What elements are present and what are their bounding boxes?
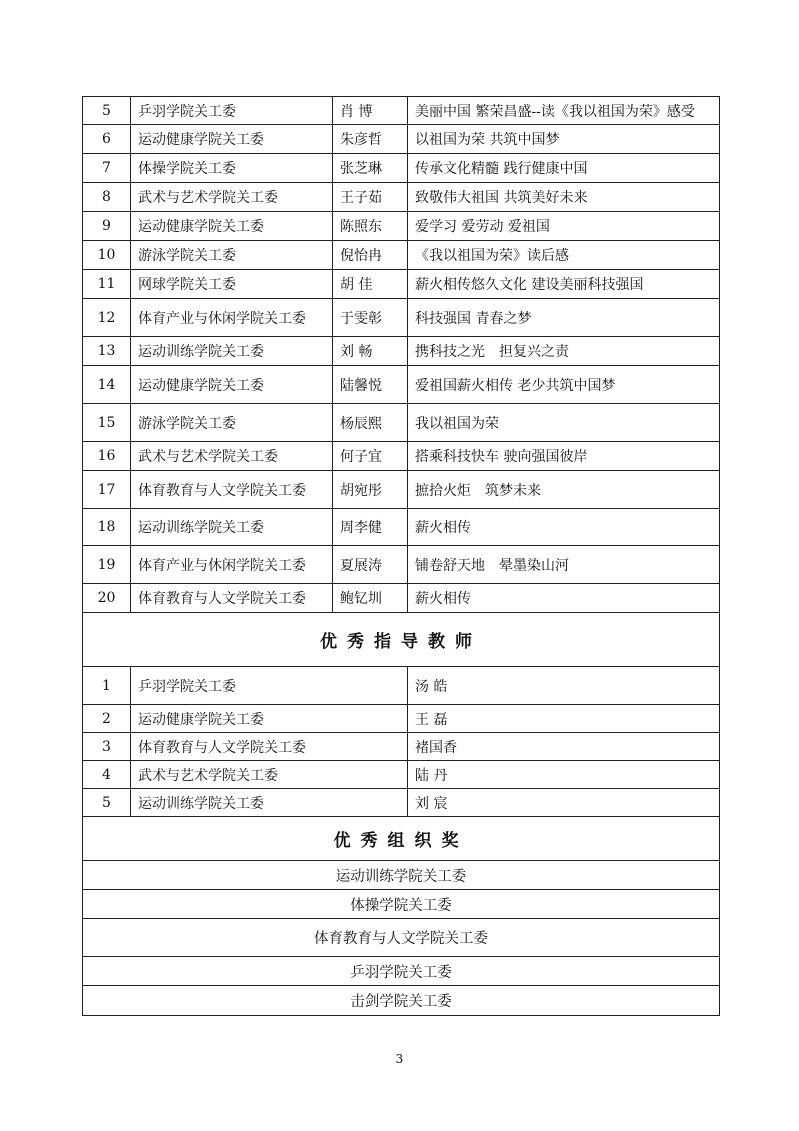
row-number: 13: [83, 337, 131, 366]
table-row: [83, 705, 720, 733]
unit-name: 运动健康学院关工委: [131, 125, 333, 154]
student-name: 张芝琳: [333, 154, 408, 183]
row-number: 4: [83, 761, 131, 789]
awards-table: [82, 96, 720, 1016]
table-row: [83, 471, 720, 509]
row-number: 10: [83, 241, 131, 270]
work-title: 铺卷舒天地 晕墨染山河: [408, 546, 720, 584]
table-row: [83, 212, 720, 241]
work-title: 致敬伟大祖国 共筑美好未来: [408, 183, 720, 212]
work-title: 爱祖国薪火相传 老少共筑中国梦: [408, 366, 720, 404]
teacher-name: 汤 皓: [408, 667, 720, 705]
table-row: [83, 546, 720, 584]
unit-name: 游泳学院关工委: [131, 404, 333, 442]
student-name: 倪怡冉: [333, 241, 408, 270]
unit-name: 武术与艺术学院关工委: [131, 442, 333, 471]
row-number: 19: [83, 546, 131, 584]
org-rows: [83, 861, 720, 1016]
row-number: 2: [83, 705, 131, 733]
student-name: 刘 畅: [333, 337, 408, 366]
work-title: 爱学习 爱劳动 爱祖国: [408, 212, 720, 241]
work-title: 薪火相传: [408, 584, 720, 613]
row-number: 5: [83, 789, 131, 817]
teacher-section: [83, 613, 720, 667]
unit-name: 体育教育与人文学院关工委: [131, 584, 333, 613]
table-row: [83, 733, 720, 761]
unit-name: 体操学院关工委: [131, 154, 333, 183]
student-name: 何子宜: [333, 442, 408, 471]
work-title: 美丽中国 繁荣昌盛--读《我以祖国为荣》感受: [408, 97, 720, 125]
teacher-name: 褚国香: [408, 733, 720, 761]
unit-name: 体育产业与休闲学院关工委: [131, 299, 333, 337]
row-number: 14: [83, 366, 131, 404]
row-number: 15: [83, 404, 131, 442]
table-row: [83, 299, 720, 337]
organization-name: 体育教育与人文学院关工委: [83, 919, 720, 957]
student-name: 朱彦哲: [333, 125, 408, 154]
table-row: [83, 241, 720, 270]
table-row: [83, 125, 720, 154]
work-title: 薪火相传: [408, 509, 720, 546]
organization-name: 体操学院关工委: [83, 890, 720, 919]
student-name: 陈照东: [333, 212, 408, 241]
section-heading-teachers: 优秀指导教师: [83, 613, 720, 667]
unit-name: 运动训练学院关工委: [131, 337, 333, 366]
unit-name: 乒羽学院关工委: [131, 667, 408, 705]
unit-name: 运动健康学院关工委: [131, 366, 333, 404]
unit-name: 网球学院关工委: [131, 270, 333, 299]
teacher-name: 陆 丹: [408, 761, 720, 789]
table-row: [83, 957, 720, 986]
table-row: [83, 761, 720, 789]
work-title: 传承文化精髓 践行健康中国: [408, 154, 720, 183]
table-row: [83, 986, 720, 1016]
organization-name: 击剑学院关工委: [83, 986, 720, 1016]
unit-name: 体育产业与休闲学院关工委: [131, 546, 333, 584]
table-row: [83, 337, 720, 366]
row-number: 17: [83, 471, 131, 509]
table-row: [83, 442, 720, 471]
table-row: [83, 789, 720, 817]
student-name: 鲍钇圳: [333, 584, 408, 613]
work-title: 以祖国为荣 共筑中国梦: [408, 125, 720, 154]
section-heading-organization: 优秀组织奖: [83, 817, 720, 861]
unit-name: 运动健康学院关工委: [131, 705, 408, 733]
row-number: 20: [83, 584, 131, 613]
page-number: 3: [395, 1052, 404, 1066]
unit-name: 运动训练学院关工委: [131, 509, 333, 546]
student-name: 于雯彰: [333, 299, 408, 337]
row-number: 16: [83, 442, 131, 471]
work-title: 薪火相传悠久文化 建设美丽科技强国: [408, 270, 720, 299]
teacher-name: 刘 宸: [408, 789, 720, 817]
award-rows: [83, 97, 720, 613]
row-number: 9: [83, 212, 131, 241]
table-row: [83, 861, 720, 890]
work-title: 搭乘科技快车 驶向强国彼岸: [408, 442, 720, 471]
table-row: [83, 154, 720, 183]
row-number: 7: [83, 154, 131, 183]
unit-name: 武术与艺术学院关工委: [131, 761, 408, 789]
student-name: 陆馨悦: [333, 366, 408, 404]
row-number: 18: [83, 509, 131, 546]
work-title: 摭拾火炬 筑梦未来: [408, 471, 720, 509]
student-name: 肖 博: [333, 97, 408, 125]
unit-name: 运动训练学院关工委: [131, 789, 408, 817]
table-row: [83, 890, 720, 919]
unit-name: 乒羽学院关工委: [131, 97, 333, 125]
row-number: 8: [83, 183, 131, 212]
work-title: 携科技之光 担复兴之责: [408, 337, 720, 366]
organization-name: 乒羽学院关工委: [83, 957, 720, 986]
student-name: 夏展涛: [333, 546, 408, 584]
student-name: 胡宛彤: [333, 471, 408, 509]
work-title: 科技强国 青春之梦: [408, 299, 720, 337]
table-row: [83, 366, 720, 404]
unit-name: 游泳学院关工委: [131, 241, 333, 270]
row-number: 3: [83, 733, 131, 761]
row-number: 1: [83, 667, 131, 705]
table-row: [83, 584, 720, 613]
unit-name: 武术与艺术学院关工委: [131, 183, 333, 212]
student-name: 周李健: [333, 509, 408, 546]
work-title: 我以祖国为荣: [408, 404, 720, 442]
row-number: 5: [83, 97, 131, 125]
table-row: [83, 667, 720, 705]
table-row: [83, 183, 720, 212]
org-section: [83, 817, 720, 861]
student-name: 胡 佳: [333, 270, 408, 299]
row-number: 6: [83, 125, 131, 154]
table-row: [83, 270, 720, 299]
row-number: 11: [83, 270, 131, 299]
unit-name: 体育教育与人文学院关工委: [131, 471, 333, 509]
organization-name: 运动训练学院关工委: [83, 861, 720, 890]
table-row: [83, 404, 720, 442]
row-number: 12: [83, 299, 131, 337]
work-title: 《我以祖国为荣》读后感: [408, 241, 720, 270]
student-name: 王子茹: [333, 183, 408, 212]
table-row: [83, 509, 720, 546]
table-row: [83, 919, 720, 957]
unit-name: 运动健康学院关工委: [131, 212, 333, 241]
unit-name: 体育教育与人文学院关工委: [131, 733, 408, 761]
student-name: 杨辰熙: [333, 404, 408, 442]
teacher-rows: [83, 667, 720, 817]
table-row: [83, 97, 720, 125]
teacher-name: 王 磊: [408, 705, 720, 733]
